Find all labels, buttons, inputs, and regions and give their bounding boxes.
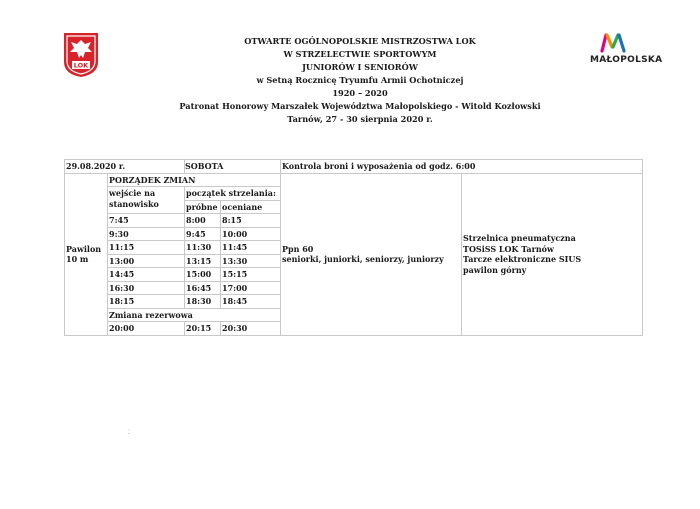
trial-time: 15:00 (185, 268, 221, 282)
table-row (65, 160, 643, 174)
event-categories: JUNIORÓW I SENIORÓW (302, 62, 418, 72)
trial-time: 9:45 (185, 227, 221, 241)
trial-time: 8:00 (185, 214, 221, 228)
scored-time: 8:15 (221, 214, 281, 228)
scan-mark: ⁚ (128, 429, 130, 436)
scored-time: 11:45 (221, 241, 281, 255)
malopolska-wordmark: MAŁOPOLSKA (590, 55, 663, 65)
control-cell: Kontrola broni i wyposażenia od godz. 6:00 (281, 160, 643, 174)
entry-time: 18:15 (108, 295, 185, 309)
scored-time: 20:30 (221, 322, 281, 336)
trial-time: 11:30 (185, 241, 221, 255)
malopolska-mark-icon (598, 33, 628, 53)
entry-time: 13:00 (108, 254, 185, 268)
venue-line: Strzelnica pneumatyczna (463, 233, 576, 243)
order-title: PORZĄDEK ZMIAN (108, 173, 281, 187)
entry-time: 7:45 (108, 214, 185, 228)
trial-header: próbne (185, 200, 221, 214)
schedule-table-wrapper (64, 159, 643, 336)
venue-line: Tarcze elektroniczne SIUS (463, 254, 582, 264)
event-header (150, 35, 570, 126)
date-cell: 29.08.2020 r. (65, 160, 185, 174)
trial-time: 20:15 (185, 322, 221, 336)
competition-name: Ppn 60 (282, 243, 314, 254)
scored-time: 10:00 (221, 227, 281, 241)
day-cell: SOBOTA (185, 160, 281, 174)
trial-time: 13:15 (185, 254, 221, 268)
pavilion-size: 10 m (66, 254, 89, 264)
venue-line: TOSiSS LOK Tarnów (463, 243, 554, 254)
malopolska-logo (590, 33, 663, 65)
scored-header: oceniane (221, 200, 281, 214)
scored-time: 15:15 (221, 268, 281, 282)
reserve-title: Zmiana rezerwowa (108, 308, 281, 322)
lok-logo (63, 32, 99, 78)
lok-shield-icon (63, 32, 99, 78)
start-header: początek strzelania: (185, 187, 281, 201)
pavilion-cell (65, 173, 108, 335)
scored-time: 18:45 (221, 295, 281, 309)
trial-time: 16:45 (185, 281, 221, 295)
entry-time: 14:45 (108, 268, 185, 282)
event-discipline: W STRZELECTWIE SPORTOWYM (283, 49, 437, 59)
event-patronage: Patronat Honorowy Marszałek Województwa Małopolskiego - Witold Kozłowski (179, 101, 541, 111)
table-row (65, 173, 643, 187)
venue-cell (462, 173, 643, 335)
competition-cell (281, 173, 462, 335)
venue-line: pawilon górny (463, 264, 527, 275)
entry-time: 16:30 (108, 281, 185, 295)
scored-time: 17:00 (221, 281, 281, 295)
event-dedication: w Setną Rocznicę Tryumfu Armii Ochotniczej (256, 75, 464, 85)
entry-time: 9:30 (108, 227, 185, 241)
entry-time: 11:15 (108, 241, 185, 255)
pavilion-label: Pawilon (66, 243, 102, 254)
entry-header-line: stanowisko (109, 198, 159, 209)
entry-time: 20:00 (108, 322, 185, 336)
svg-text:LOK: LOK (73, 61, 89, 70)
entry-header (108, 187, 185, 214)
competition-categories: seniorki, juniorki, seniorzy, juniorzy (282, 254, 444, 264)
entry-header-line: wejście na (109, 188, 156, 198)
trial-time: 18:30 (185, 295, 221, 309)
event-place-date: Tarnów, 27 - 30 sierpnia 2020 r. (287, 114, 433, 124)
schedule-table (64, 159, 643, 336)
event-title: OTWARTE OGÓLNOPOLSKIE MISTRZOSTWA LOK (244, 36, 476, 46)
event-years: 1920 – 2020 (332, 88, 388, 98)
scored-time: 13:30 (221, 254, 281, 268)
